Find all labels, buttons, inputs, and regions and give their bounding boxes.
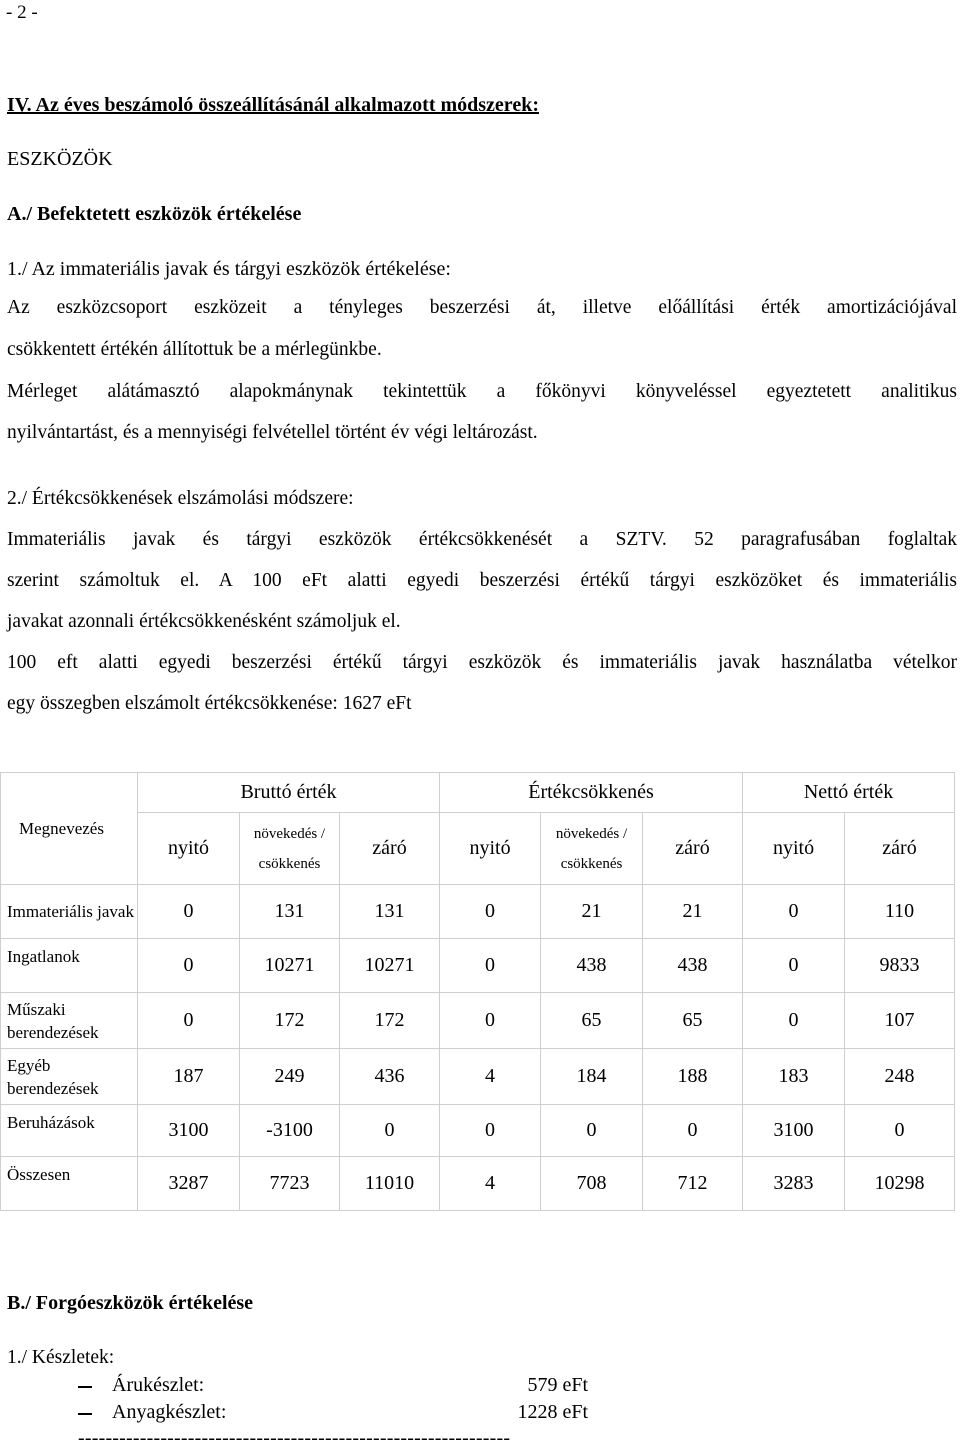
- sub-header: növekedés / csökkenés: [240, 813, 340, 885]
- cell: 438: [541, 939, 643, 993]
- cell: 172: [340, 993, 440, 1049]
- row-name: Összesen: [1, 1157, 138, 1211]
- cell: 10298: [845, 1157, 955, 1211]
- sub-header: záró: [340, 813, 440, 885]
- dash-bullet: [78, 1386, 92, 1388]
- cell: 131: [240, 885, 340, 939]
- cell: 21: [541, 885, 643, 939]
- paragraph-1-line-1: Az eszközcsoport eszközeit a tényleges beszerzési át, illetve előállítási érték amortizációjával: [7, 297, 957, 318]
- cell: 131: [340, 885, 440, 939]
- cell: 4: [440, 1049, 541, 1105]
- cell: 248: [845, 1049, 955, 1105]
- row-name: Ingatlanok: [1, 939, 138, 993]
- subsection-2-title: 2./ Értékcsökkenések elszámolási módszere:: [7, 488, 354, 509]
- paragraph-4-line-2: egy összegben elszámolt értékcsökkenése: 1627 eFt: [7, 693, 412, 714]
- cell: 107: [845, 993, 955, 1049]
- cell: 21: [643, 885, 743, 939]
- page-number: - 2 -: [6, 2, 38, 23]
- section-title: IV. Az éves beszámoló összeállításánál alkalmazott módszerek:: [7, 94, 539, 116]
- assets-heading: ESZKÖZÖK: [7, 148, 113, 170]
- cell: 0: [541, 1105, 643, 1157]
- sub-header: nyitó: [138, 813, 240, 885]
- cell: 187: [138, 1049, 240, 1105]
- cell: 4: [440, 1157, 541, 1211]
- cell: 436: [340, 1049, 440, 1105]
- subsection-b1-title: 1./ Készletek:: [7, 1347, 115, 1368]
- group-header-depreciation: Értékcsökkenés: [440, 773, 743, 813]
- group-header-gross: Bruttó érték: [138, 773, 440, 813]
- table-row: [1, 885, 955, 939]
- sub-header: záró: [845, 813, 955, 885]
- cell: 0: [138, 993, 240, 1049]
- paragraph-4-line-1: 100 eft alatti egyedi beszerzési értékű tárgyi eszközök és immateriális javak használatba vételkor: [7, 652, 957, 673]
- cell: 172: [240, 993, 340, 1049]
- subsection-1-title: 1./ Az immateriális javak és tárgyi eszközök értékelése:: [7, 258, 451, 280]
- table-row: [1, 939, 955, 993]
- cell: 183: [743, 1049, 845, 1105]
- cell: 65: [643, 993, 743, 1049]
- table-row-total: [1, 1157, 955, 1211]
- cell: 0: [440, 939, 541, 993]
- cell: 3283: [743, 1157, 845, 1211]
- cell: 0: [138, 885, 240, 939]
- stock-value: 1228 eFt: [517, 1401, 588, 1423]
- cell: 249: [240, 1049, 340, 1105]
- sub-header: nyitó: [440, 813, 541, 885]
- cell: -3100: [240, 1105, 340, 1157]
- cell: 7723: [240, 1157, 340, 1211]
- row-name: Egyéb berendezések: [1, 1049, 138, 1105]
- cell: 3100: [743, 1105, 845, 1157]
- paragraph-3-line-1: Immateriális javak és tárgyi eszközök értékcsökkenését a SZTV. 52 paragrafusában foglaltak: [7, 529, 957, 550]
- cell: 0: [743, 939, 845, 993]
- cell: 110: [845, 885, 955, 939]
- sub-header: növekedés / csökkenés: [541, 813, 643, 885]
- paragraph-3-line-3: javakat azonnali értékcsökkenésként számoljuk el.: [7, 611, 401, 632]
- cell: 65: [541, 993, 643, 1049]
- separator-line: ---------------------------------------------------------------: [78, 1427, 511, 1449]
- assets-table: [0, 772, 955, 1211]
- row-name: Beruházások: [1, 1105, 138, 1157]
- name-header: Megnevezés: [1, 773, 138, 885]
- cell: 0: [845, 1105, 955, 1157]
- cell: 9833: [845, 939, 955, 993]
- cell: 712: [643, 1157, 743, 1211]
- cell: 3100: [138, 1105, 240, 1157]
- cell: 0: [643, 1105, 743, 1157]
- cell: 10271: [240, 939, 340, 993]
- row-name: Immateriális javak: [1, 885, 138, 939]
- stock-value: 579 eFt: [527, 1374, 588, 1396]
- dash-bullet: [78, 1413, 92, 1415]
- stock-label: Anyagkészlet:: [112, 1401, 227, 1423]
- cell: 0: [440, 993, 541, 1049]
- cell: 3287: [138, 1157, 240, 1211]
- cell: 0: [743, 993, 845, 1049]
- part-b-title: B./ Forgóeszközök értékelése: [7, 1292, 254, 1314]
- cell: 438: [643, 939, 743, 993]
- part-a-title: A./ Befektetett eszközök értékelése: [7, 203, 302, 225]
- cell: 708: [541, 1157, 643, 1211]
- paragraph-1-line-2: csökkentett értékén állítottuk be a mérlegünkbe.: [7, 339, 382, 360]
- cell: 0: [743, 885, 845, 939]
- cell: 188: [643, 1049, 743, 1105]
- table-subheader-row: [1, 813, 955, 885]
- table-row: [1, 993, 955, 1049]
- paragraph-2-line-1: Mérleget alátámasztó alapokmánynak tekintettük a főkönyvi könyveléssel egyeztetett analitikus: [7, 381, 957, 402]
- cell: 184: [541, 1049, 643, 1105]
- cell: 11010: [340, 1157, 440, 1211]
- paragraph-3-line-2: szerint számoltuk el. A 100 eFt alatti egyedi beszerzési értékű tárgyi eszközöket és immateriális: [7, 570, 957, 591]
- table-row: [1, 1049, 955, 1105]
- cell: 0: [440, 885, 541, 939]
- table-row: [1, 1105, 955, 1157]
- table-header-row: [1, 773, 955, 813]
- row-name: Műszaki berendezések: [1, 993, 138, 1049]
- sub-header: nyitó: [743, 813, 845, 885]
- cell: 0: [440, 1105, 541, 1157]
- stock-label: Árukészlet:: [112, 1374, 205, 1396]
- sub-header: záró: [643, 813, 743, 885]
- cell: 0: [340, 1105, 440, 1157]
- cell: 0: [138, 939, 240, 993]
- paragraph-2-line-2: nyilvántartást, és a mennyiségi felvétellel történt év végi leltározást.: [7, 422, 538, 443]
- group-header-net: Nettó érték: [743, 773, 955, 813]
- cell: 10271: [340, 939, 440, 993]
